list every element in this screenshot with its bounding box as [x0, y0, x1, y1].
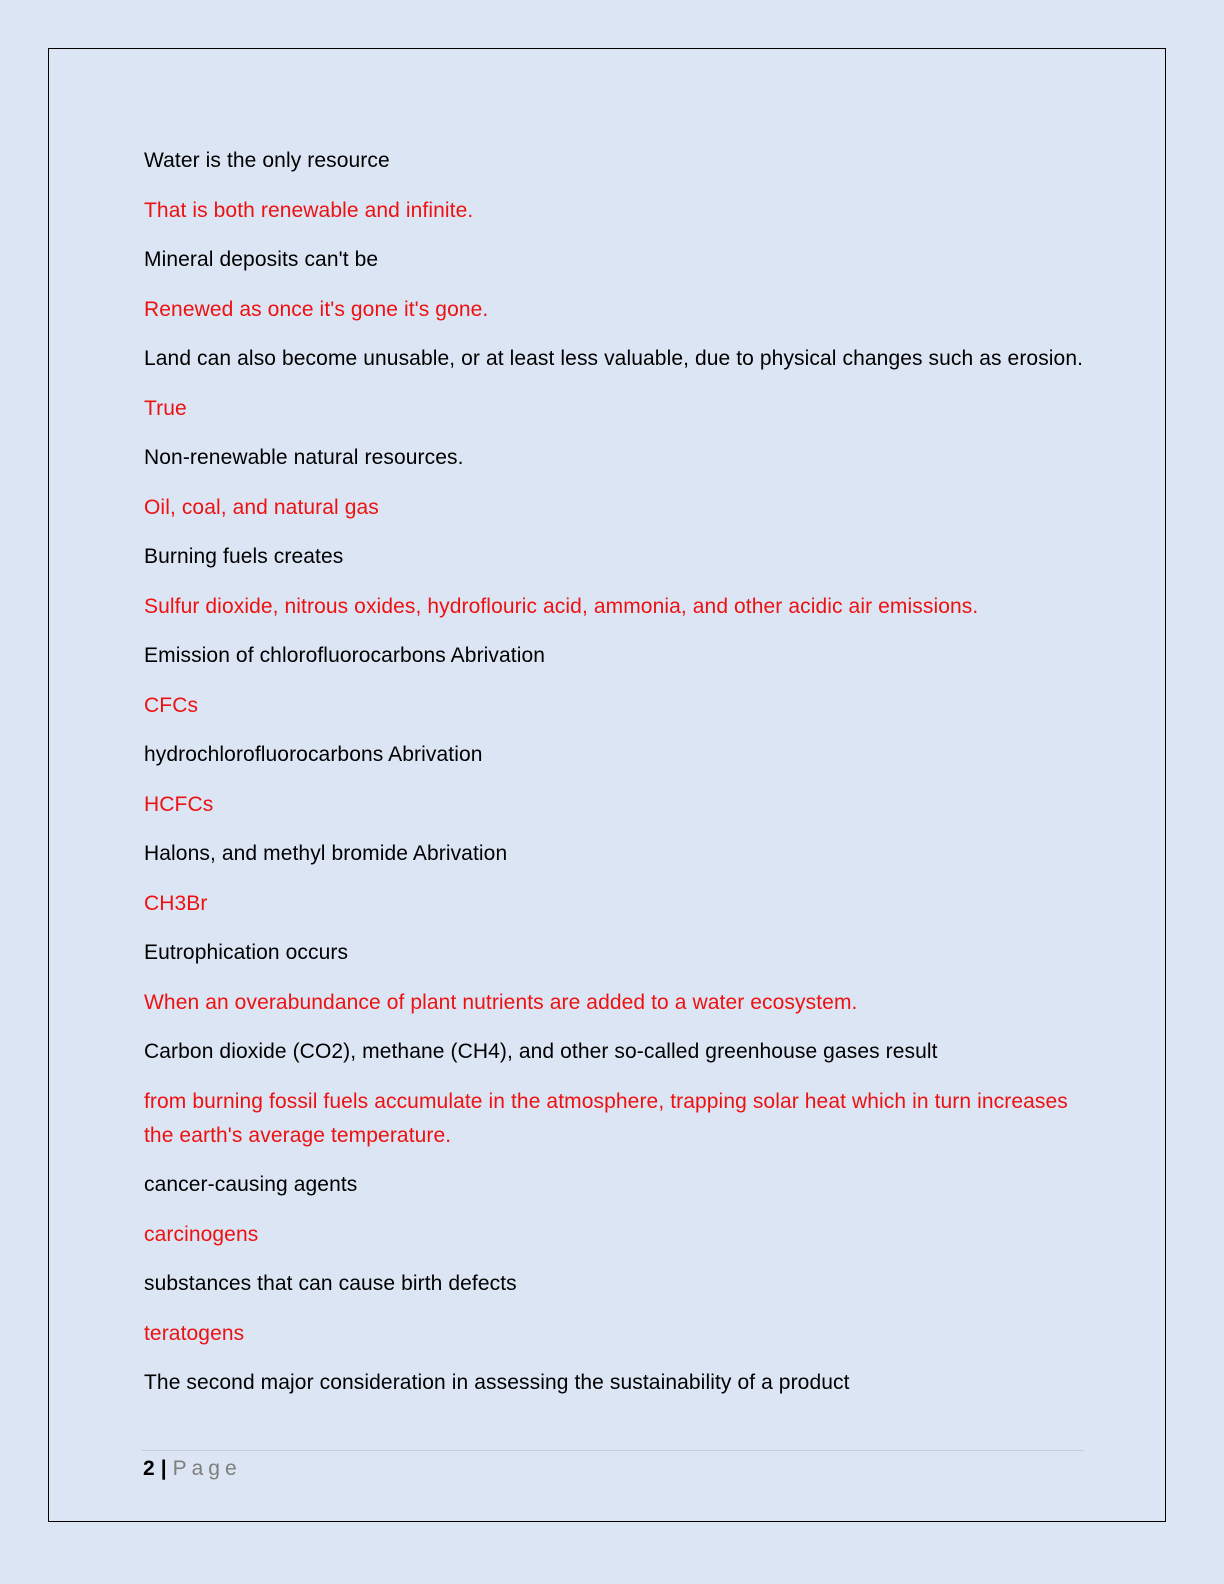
question-cancer: cancer-causing agents: [144, 1173, 358, 1196]
answer-burning-fuels: Sulfur dioxide, nitrous oxides, hydroflouric acid, ammonia, and other acidic air emissions.: [144, 594, 979, 618]
answer-halons: CH3Br: [144, 891, 208, 915]
question-sustainability: The second major consideration in assessing the sustainability of a product: [144, 1371, 850, 1394]
question-nonrenewable: Non-renewable natural resources.: [144, 446, 464, 469]
answer-land: True: [144, 396, 187, 420]
question-birth-defects: substances that can cause birth defects: [144, 1272, 517, 1295]
page-number: 2: [143, 1457, 155, 1480]
document-body: [144, 144, 1084, 1416]
question-burning-fuels: Burning fuels creates: [144, 545, 344, 568]
page-label: Page: [172, 1457, 242, 1480]
question-cfc: Emission of chlorofluorocarbons Abrivation: [144, 644, 546, 667]
footer-separator: |: [160, 1457, 167, 1480]
answer-water: That is both renewable and infinite.: [144, 198, 474, 222]
question-eutrophication: Eutrophication occurs: [144, 941, 349, 964]
question-hcfc: hydrochlorofluorocarbons Abrivation: [144, 743, 483, 766]
question-water: Water is the only resource: [144, 149, 390, 172]
answer-cfc: CFCs: [144, 693, 199, 717]
answer-hcfc: HCFCs: [144, 792, 214, 816]
answer-greenhouse: from burning fossil fuels accumulate in the atmosphere, trapping solar heat which in turn increases the earth's average temperature.: [144, 1089, 1068, 1147]
question-greenhouse: Carbon dioxide (CO2), methane (CH4), and other so-called greenhouse gases result: [144, 1040, 938, 1063]
answer-eutrophication: When an overabundance of plant nutrients are added to a water ecosystem.: [144, 990, 858, 1014]
question-land: Land can also become unusable, or at least less valuable, due to physical changes such as erosion.: [144, 347, 1084, 370]
question-halons: Halons, and methyl bromide Abrivation: [144, 842, 508, 865]
page-footer: [143, 1454, 242, 1484]
answer-birth-defects: teratogens: [144, 1321, 245, 1345]
question-mineral: Mineral deposits can't be: [144, 248, 379, 271]
footer-divider: [142, 1450, 1084, 1451]
answer-nonrenewable: Oil, coal, and natural gas: [144, 495, 379, 519]
answer-mineral: Renewed as once it's gone it's gone.: [144, 297, 489, 321]
answer-cancer: carcinogens: [144, 1222, 259, 1246]
